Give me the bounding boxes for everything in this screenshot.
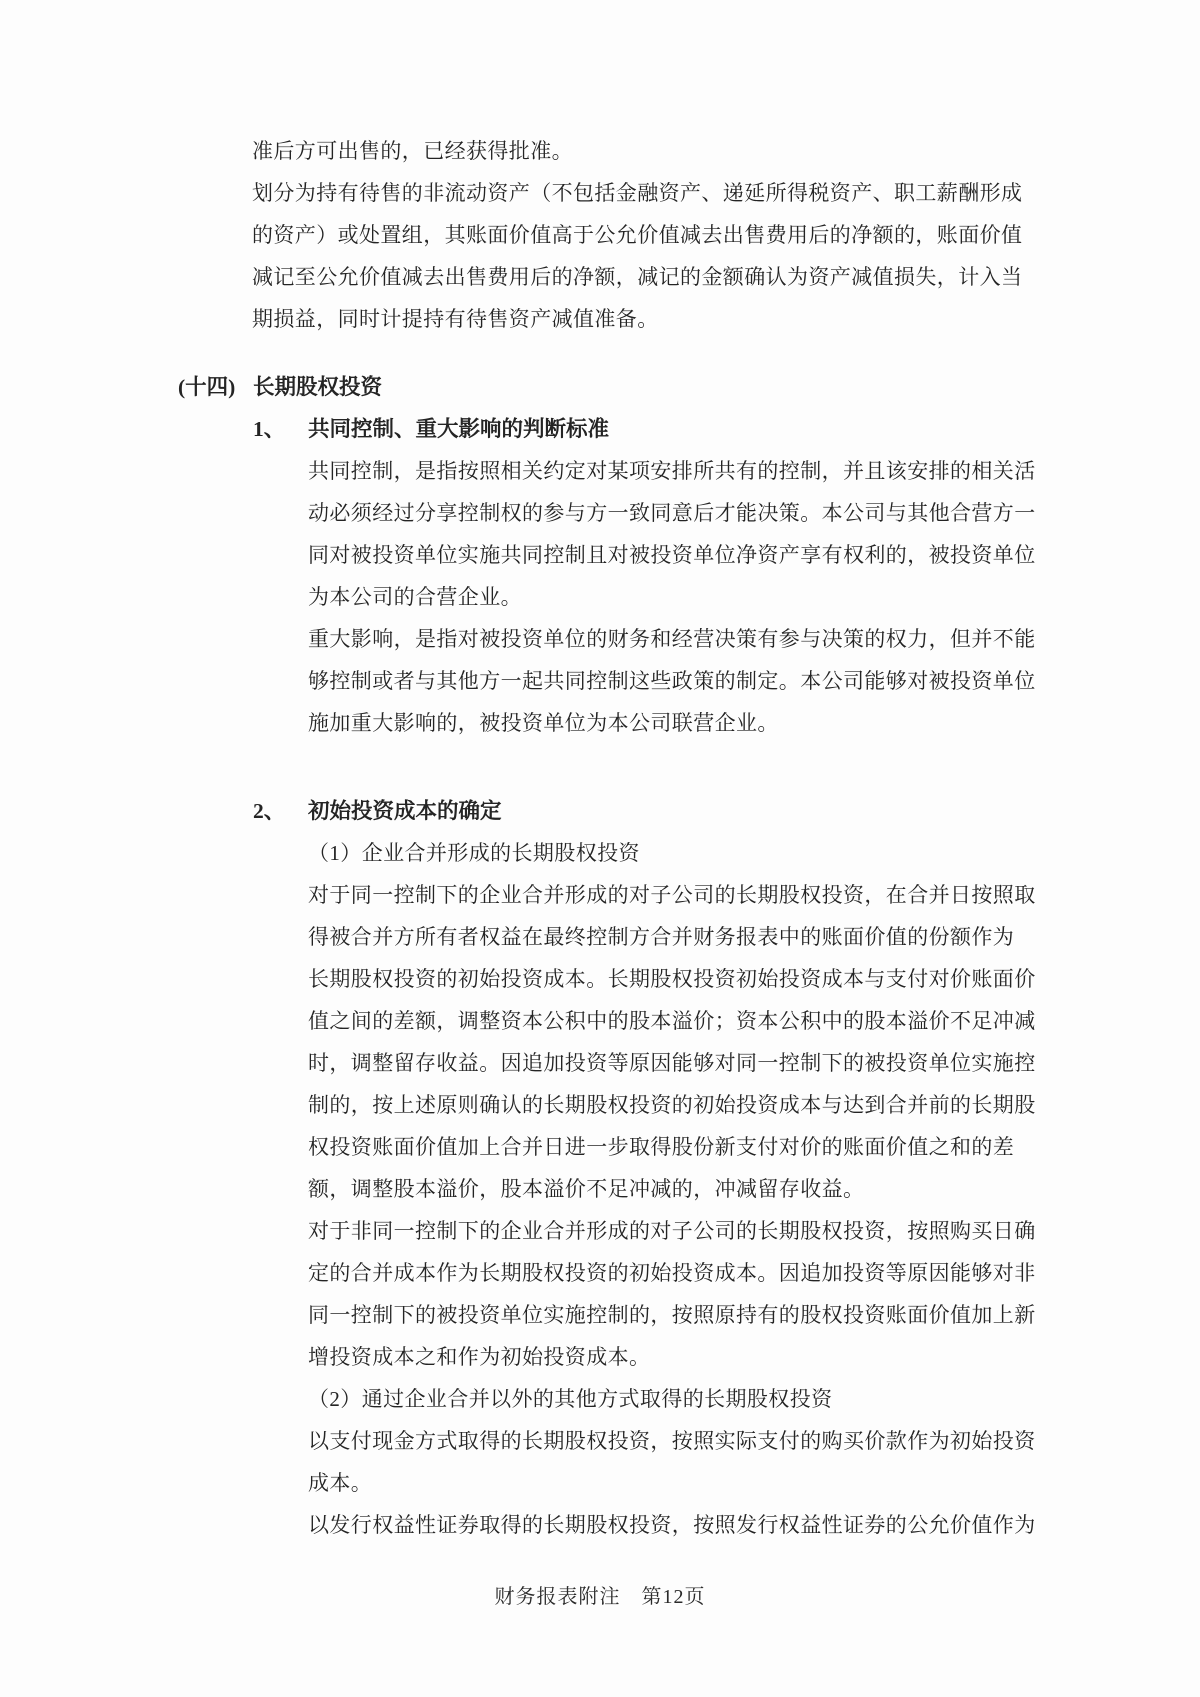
paragraph xyxy=(252,172,1200,340)
section-title: 长期股权投资 xyxy=(253,375,383,399)
paragraph xyxy=(308,1504,1200,1546)
text-line: 共同控制，是指按照相关约定对某项安排所共有的控制，并且该安排的相关活 xyxy=(308,459,1036,483)
text-line: 时，调整留存收益。因追加投资等原因能够对同一控制下的被投资单位实施控 xyxy=(308,1051,1036,1075)
text-line: 重大影响，是指对被投资单位的财务和经营决策有参与决策的权力，但并不能 xyxy=(308,627,1036,651)
text-line: 同对被投资单位实施共同控制且对被投资单位净资产享有权利的，被投资单位 xyxy=(308,543,1036,567)
item-body xyxy=(308,832,1200,1546)
text-line: （1）企业合并形成的长期股权投资 xyxy=(308,841,640,865)
text-line: 权投资账面价值加上合并日进一步取得股份新支付对价的账面价值之和的差 xyxy=(308,1135,1015,1159)
page-footer-label: 财务报表附注 第12页 xyxy=(494,1586,706,1608)
text-line: 减记至公允价值减去出售费用后的净额，减记的金额确认为资产减值损失，计入当 xyxy=(252,265,1023,289)
text-line: 对于同一控制下的企业合并形成的对子公司的长期股权投资，在合并日按照取 xyxy=(308,883,1036,907)
text-line: 准后方可出售的，已经获得批准。 xyxy=(252,139,573,163)
text-line: 定的合并成本作为长期股权投资的初始投资成本。因追加投资等原因能够对非 xyxy=(308,1261,1036,1285)
spacer xyxy=(0,744,1200,790)
section-item-1 xyxy=(0,408,1200,744)
page-footer xyxy=(0,1580,1200,1609)
paragraph xyxy=(308,1420,1200,1504)
text-line: 对于非同一控制下的企业合并形成的对子公司的长期股权投资，按照购买日确 xyxy=(308,1219,1036,1243)
item-heading xyxy=(253,790,1200,832)
text-line: 为本公司的合营企业。 xyxy=(308,585,522,609)
text-line: 额，调整股本溢价，股本溢价不足冲减的，冲减留存收益。 xyxy=(308,1177,865,1201)
spacer xyxy=(0,340,1200,366)
item-heading xyxy=(253,408,1200,450)
item-number: 1、 xyxy=(253,417,286,441)
item-number: 2、 xyxy=(253,799,286,823)
text-line: 以发行权益性证券取得的长期股权投资，按照发行权益性证券的公允价值作为 xyxy=(308,1513,1036,1537)
text-line: 增投资成本之和作为初始投资成本。 xyxy=(308,1345,651,1369)
item-body xyxy=(308,450,1200,744)
text-line: 得被合并方所有者权益在最终控制方合并财务报表中的账面价值的份额作为 xyxy=(308,925,1015,949)
text-line: 成本。 xyxy=(308,1471,373,1495)
item-title: 初始投资成本的确定 xyxy=(308,799,502,823)
paragraph xyxy=(252,130,1200,172)
text-line: 以支付现金方式取得的长期股权投资，按照实际支付的购买价款作为初始投资 xyxy=(308,1429,1036,1453)
text-line: 同一控制下的被投资单位实施控制的，按照原持有的股权投资账面价值加上新 xyxy=(308,1303,1036,1327)
text-line: 划分为持有待售的非流动资产（不包括金融资产、递延所得税资产、职工薪酬形成 xyxy=(252,181,1023,205)
text-line: （2）通过企业合并以外的其他方式取得的长期股权投资 xyxy=(308,1387,833,1411)
paragraph xyxy=(308,450,1200,618)
paragraph xyxy=(308,618,1200,744)
paragraph xyxy=(308,874,1200,1210)
text-line: 长期股权投资的初始投资成本。长期股权投资初始投资成本与支付对价账面价 xyxy=(308,967,1036,991)
text-line: 够控制或者与其他方一起共同控制这些政策的制定。本公司能够对被投资单位 xyxy=(308,669,1036,693)
text-line: 动必须经过分享控制权的参与方一致同意后才能决策。本公司与其他合营方一 xyxy=(308,501,1036,525)
section-heading xyxy=(178,366,1200,408)
text-line: 制的，按上述原则确认的长期股权投资的初始投资成本与达到合并前的长期股 xyxy=(308,1093,1036,1117)
sub-item-heading xyxy=(308,1378,1200,1420)
paragraph xyxy=(308,1210,1200,1378)
text-line: 值之间的差额，调整资本公积中的股本溢价；资本公积中的股本溢价不足冲减 xyxy=(308,1009,1036,1033)
text-line: 的资产）或处置组，其账面价值高于公允价值减去出售费用后的净额的，账面价值 xyxy=(252,223,1023,247)
item-title: 共同控制、重大影响的判断标准 xyxy=(308,417,610,441)
section-number: (十四) xyxy=(178,375,236,399)
section-item-2 xyxy=(0,790,1200,1546)
text-line: 施加重大影响的，被投资单位为本公司联营企业。 xyxy=(308,711,779,735)
sub-item-heading xyxy=(308,832,1200,874)
intro-block xyxy=(252,130,1200,340)
text-line: 期损益，同时计提持有待售资产减值准备。 xyxy=(252,307,659,331)
